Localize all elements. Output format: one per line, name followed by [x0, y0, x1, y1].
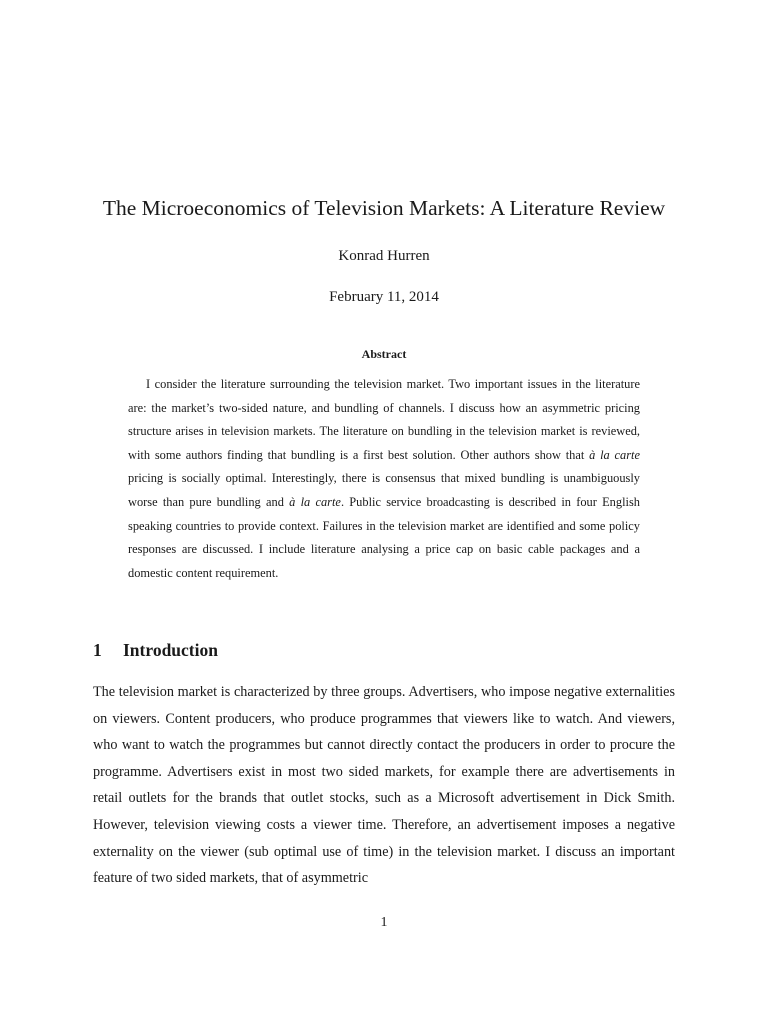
- abstract-italic-term: à la carte: [589, 447, 640, 462]
- section-number: 1: [93, 640, 102, 660]
- abstract-text-part: pricing is socially optimal. Interestingly, there is consensus that mixed bundling is unambiguously worse than pure bundling and: [128, 471, 640, 509]
- paper-author: Konrad Hurren: [338, 248, 430, 264]
- page-number: 1: [380, 915, 388, 930]
- section-body-text: The television market is characterized by three groups. Advertisers, who impose negative externalities on viewers. Content producers, who produce programmes that viewers like to watch. And viewers, who want to watch the programmes but cannot directly contact the producers in order to procure the programme. Advertisers exist in most two sided markets, for example there are advertisements in retail outlets for the brands that outlet stocks, such as a Microsoft advertisement in Dick Smith. However, television viewing costs a viewer time. Therefore, an advertisement imposes a negative externality on the viewer (sub optimal use of time) in the television market. I discuss an important feature of two sided markets, that of asymmetric: [93, 684, 675, 887]
- paper-title: The Microeconomics of Television Markets: A Literature Review: [102, 196, 666, 220]
- abstract-text: [128, 373, 640, 585]
- abstract-text-part: I consider the literature surrounding the television market. Two important issues in the literature are: the market’s two-sided nature, and bundling of channels. I discuss how an asymmetric pricing structure arises in television markets. The literature on bundling in the television market is reviewed, with some authors finding that bundling is a first best solution. Other authors show that: [128, 377, 640, 462]
- abstract-heading: Abstract: [361, 347, 407, 361]
- abstract-text-part: . Public service broadcasting is described in four English speaking countries to provide context. Failures in the television market are identified and some policy responses are discussed. I include literature analysing a price cap on basic cable packages and a domestic content requirement.: [128, 494, 640, 580]
- abstract-italic-term: à la carte: [289, 494, 341, 509]
- section-title: Introduction: [123, 640, 218, 660]
- paper-date: February 11, 2014: [329, 289, 439, 305]
- section-heading: [93, 638, 218, 662]
